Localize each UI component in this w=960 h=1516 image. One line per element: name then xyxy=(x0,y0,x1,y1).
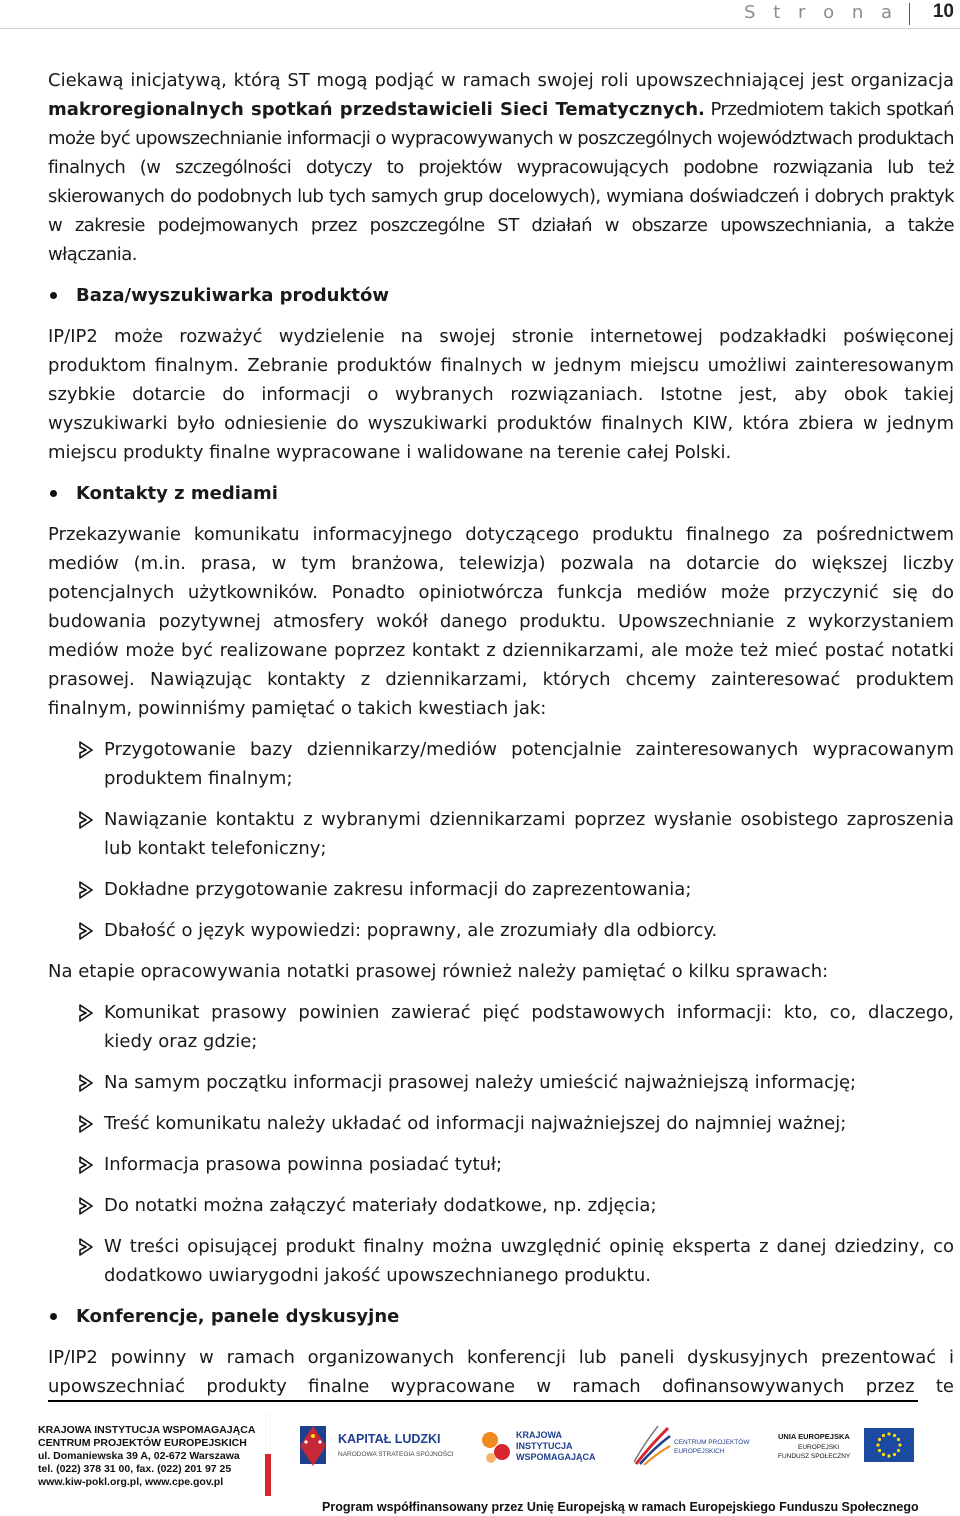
heading-media-contacts xyxy=(48,479,954,508)
arrow-bullet-icon xyxy=(78,1068,94,1097)
cpe-name-line: CENTRUM PROJEKTÓW EUROPEJSKICH xyxy=(38,1437,247,1449)
bullet-icon xyxy=(50,1313,57,1320)
list-item: Przygotowanie bazy dziennikarzy/mediów potencjalnie zainteresowanych wypracowanym produktem finalnym; xyxy=(48,735,954,793)
heading-text: Kontakty z mediami xyxy=(76,483,278,504)
arrow-bullet-icon xyxy=(78,735,94,764)
kapital-ludzki-subtitle: NARODOWA STRATEGIA SPÓJNOŚCI xyxy=(338,1451,454,1458)
kiw-logo-line2: INSTYTUCJA xyxy=(516,1441,573,1451)
kiw-logo xyxy=(480,1426,600,1482)
document-body xyxy=(48,66,954,1413)
paragraph-products-search: IP/IP2 może rozważyć wydzielenie na swojej stronie internetowej podzakładki poświęconej produktom finalnym. Zebranie produktów finalnych w jednym miejscu umożliwi zainteresowanym szybkie dotarcie do informacji o wybranych rozwiązaniach. Istotne jest, aby obok takiej wyszukiwarki było odniesienie do wyszukiwarki produktów finalnych KIW, która zbiera w jednym miejscu produkty finalne wypracowane i walidowane na terenie całej Polski. xyxy=(48,326,954,463)
bullet-icon xyxy=(50,490,57,497)
heading-conferences xyxy=(48,1302,954,1331)
kapital-ludzki-title: KAPITAŁ LUDZKI xyxy=(338,1432,441,1446)
cpe-logo-line2: EUROPEJSKICH xyxy=(674,1448,725,1455)
page-label: S t r o n a xyxy=(744,2,898,23)
kiw-emblem-icon xyxy=(480,1428,512,1468)
list-item: Treść komunikatu należy układać od informacji najważniejszej do najmniej ważnej; xyxy=(48,1109,954,1138)
arrow-bullet-icon xyxy=(78,998,94,1027)
paragraph-intro xyxy=(48,66,954,269)
page-footer xyxy=(0,1404,960,1516)
list-journalist-contacts xyxy=(48,735,954,945)
polish-flag-bar-icon xyxy=(265,1412,271,1496)
website-line: www.kiw-pokl.org.pl, www.cpe.gov.pl xyxy=(38,1476,224,1488)
list-item: Informacja prasowa powinna posiadać tytuł; xyxy=(48,1150,954,1179)
kiw-logo-line1: KRAJOWA xyxy=(516,1430,563,1440)
kiw-logo-line3: WSPOMAGAJĄCA xyxy=(516,1452,596,1462)
arrow-bullet-icon xyxy=(78,875,94,904)
footer-divider xyxy=(48,1400,918,1402)
arrow-bullet-icon xyxy=(78,1150,94,1179)
cofinancing-note: Program współfinansowany przez Unię Europejską w ramach Europejskiego Funduszu Społecznego xyxy=(322,1500,919,1514)
list-item: Dokładne przygotowanie zakresu informacji do zaprezentowania; xyxy=(48,875,954,904)
cpe-logo-line1: CENTRUM PROJEKTÓW xyxy=(674,1439,750,1446)
paragraph-intro-text-a: Ciekawą inicjatywą, którą ST mogą podjąć w ramach swojej roli upowszechniającej jest organizacja xyxy=(48,70,954,91)
arrow-bullet-icon xyxy=(78,1232,94,1261)
arrow-bullet-icon xyxy=(78,1191,94,1220)
paragraph-intro-bold: makroregionalnych spotkań przedstawicieli Sieci Tematycznych. xyxy=(48,99,705,120)
page-header xyxy=(0,0,960,29)
list-press-note-rules xyxy=(48,998,954,1290)
eu-logo-line2: EUROPEJSKI xyxy=(798,1444,840,1451)
bullet-icon xyxy=(50,292,57,299)
arrow-bullet-icon xyxy=(78,805,94,834)
list-item: W treści opisującej produkt finalny można uwzględnić opinię eksperta z danej dziedziny, co dodatkowo uwiarygodni jakość upowszechnianego produktu. xyxy=(48,1232,954,1290)
arrow-bullet-icon xyxy=(78,1109,94,1138)
address-line: ul. Domaniewska 39 A, 02-672 Warszawa xyxy=(38,1450,240,1462)
eu-logo-line1: UNIA EUROPEJSKA xyxy=(778,1432,850,1441)
cpe-logo xyxy=(632,1424,752,1484)
paragraph-intro-text-b: Przedmiotem takich spotkań może być upowszechnianie informacji o wypracowywanych w poszczególnych województwach produktach finalnych (w szczególności dotyczy to projektów wypracowujących podobne rozwiązania lub też skierowanych do podobnych lub tych samych grup docelowych), wymiana doświadczeń i dobrych praktyk w zakresie podejmowanych przez poszczególne ST działań w obszarze upowszechniania, a także włączania. xyxy=(48,99,954,265)
paragraph-media-contacts: Przekazywanie komunikatu informacyjnego dotyczącego produktu finalnego za pośrednictwem mediów (m.in. prasa, w tym branżowa, telewizja) pozwala na dotarcie do większej liczby potencjalnych użytkowników. Ponadto opiniotwórcza funkcja mediów może przyczynić się do budowania pozytywnej atmosfery wokół danego produktu. Upowszechnianie z wykorzystaniem mediów może być realizowane poprzez kontakt z dziennikarzami, ale może też mieć postać notatki prasowej. Nawiązując kontakty z dziennikarzami, których chcemy zainteresować produktem finalnym, powinniśmy pamiętać o takich kwestiach jak: xyxy=(48,524,954,719)
heading-products-search xyxy=(48,281,954,310)
kiw-address-block xyxy=(38,1424,255,1489)
arrow-bullet-icon xyxy=(78,916,94,945)
heading-text: Konferencje, panele dyskusyjne xyxy=(76,1306,400,1327)
eu-logo xyxy=(778,1426,918,1482)
list-item: Nawiązanie kontaktu z wybranymi dziennikarzami poprzez wysłanie osobistego zaproszenia lub kontakt telefoniczny; xyxy=(48,805,954,863)
cpe-emblem-icon xyxy=(632,1424,672,1468)
list-item: Na samym początku informacji prasowej należy umieścić najważniejszą informację; xyxy=(48,1068,954,1097)
page-separator xyxy=(909,3,910,25)
list-item: Dbałość o język wypowiedzi: poprawny, ale zrozumiały dla odbiorcy. xyxy=(48,916,954,945)
list-item: Komunikat prasowy powinien zawierać pięć podstawowych informacji: kto, co, dlaczego, kiedy oraz gdzie; xyxy=(48,998,954,1056)
list-item: Do notatki można załączyć materiały dodatkowe, np. zdjęcia; xyxy=(48,1191,954,1220)
eu-flag-icon xyxy=(864,1428,914,1462)
phone-line: tel. (022) 378 31 00, fax. (022) 201 97 25 xyxy=(38,1463,232,1475)
kapital-ludzki-logo xyxy=(296,1422,456,1482)
kapital-ludzki-emblem-icon xyxy=(296,1422,330,1472)
paragraph-press-note: Na etapie opracowywania notatki prasowej również należy pamiętać o kilku sprawach: xyxy=(48,961,829,982)
paragraph-conferences: IP/IP2 powinny w ramach organizowanych konferencji lub paneli dyskusyjnych prezentować i upowszechniać produkty finalne wypracowane w ramach dofinansowywanych przez te xyxy=(48,1347,954,1397)
kiw-name-line: KRAJOWA INSTYTUCJA WSPOMAGAJĄCA xyxy=(38,1424,256,1436)
heading-text: Baza/wyszukiwarka produktów xyxy=(76,285,390,306)
page-number: 10 xyxy=(932,1,954,22)
eu-logo-line3: FUNDUSZ SPOŁECZNY xyxy=(778,1453,851,1460)
